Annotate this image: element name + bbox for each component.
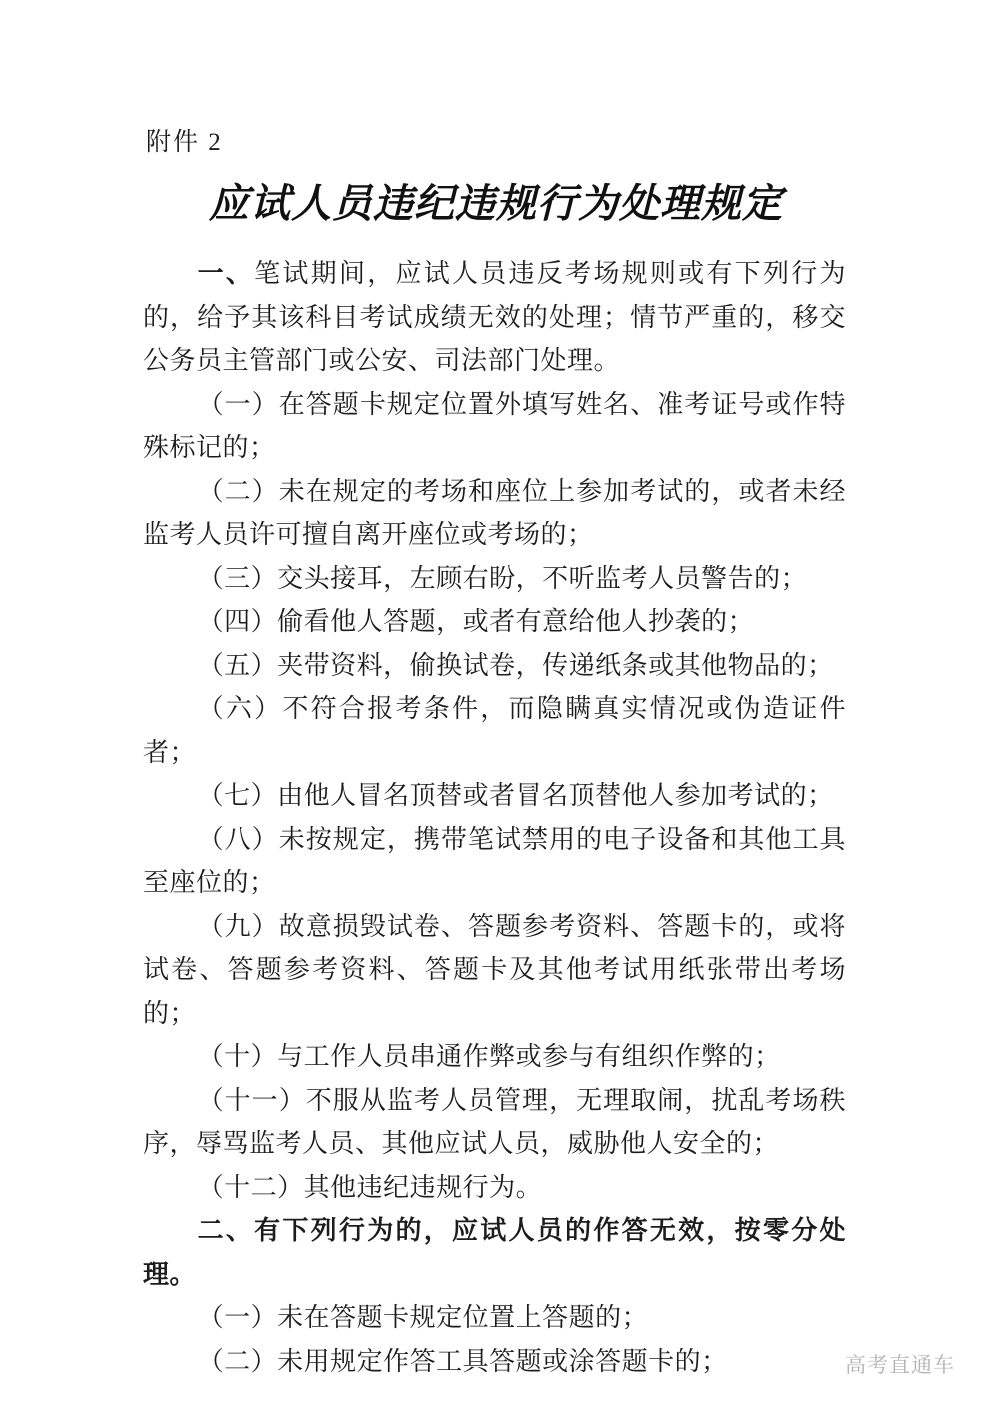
document-title: 应试人员违纪违规行为处理规定 — [209, 181, 783, 226]
section1-intro-paragraph — [143, 252, 846, 383]
section1-item: （六）不符合报考条件，而隐瞒真实情况或伪造证件者； — [143, 694, 846, 767]
section1-item: （九）故意损毁试卷、答题参考资料、答题卡的，或将试卷、答题参考资料、答题卡及其他考试用纸张带出考场的； — [143, 911, 846, 1028]
section1-item: （八）未按规定，携带笔试禁用的电子设备和其他工具至座位的； — [143, 824, 846, 897]
section1-item: （一）在答题卡规定位置外填写姓名、准考证号或作特殊标记的； — [143, 389, 846, 462]
section1-item: （十二）其他违纪违规行为。 — [197, 1172, 543, 1202]
section2-heading: 二、有下列行为的，应试人员的作答无效，按零分处理。 — [143, 1215, 846, 1289]
section2-item: （一）未在答题卡规定位置上答题的； — [197, 1303, 649, 1332]
section1-item: （十一）不服从监考人员管理，无理取闹，扰乱考场秩序，辱骂监考人员、其他应试人员，威胁他人安全的； — [143, 1085, 846, 1158]
section1-item: （三）交头接耳，左顾右盼，不听监考人员警告的； — [197, 563, 808, 593]
section1-number: 一、 — [197, 258, 255, 288]
attachment-label: 附件 2 — [146, 129, 223, 156]
section2-item: （二）未用规定作答工具答题或涂答题卡的； — [197, 1346, 728, 1376]
document-body — [143, 252, 846, 1383]
section1-item: （七）由他人冒名顶替或者冒名顶替他人参加考试的； — [197, 781, 834, 810]
section1-item: （五）夹带资料，偷换试卷，传递纸条或其他物品的； — [197, 650, 834, 680]
section1-intro-text: 笔试期间，应试人员违反考场规则或有下列行为的，给予其该科目考试成绩无效的处理；情节严重的，移交公务员主管部门或公安、司法部门处理。 — [143, 259, 846, 375]
watermark-text: 高考直通车 — [845, 1354, 955, 1377]
section1-item: （二）未在规定的考场和座位上参加考试的，或者未经监考人员许可擅自离开座位或考场的； — [143, 476, 846, 549]
section1-item: （十）与工作人员串通作弊或参与有组织作弊的； — [197, 1042, 781, 1071]
section1-item: （四）偷看他人答题，或者有意给他人抄袭的； — [197, 607, 755, 636]
